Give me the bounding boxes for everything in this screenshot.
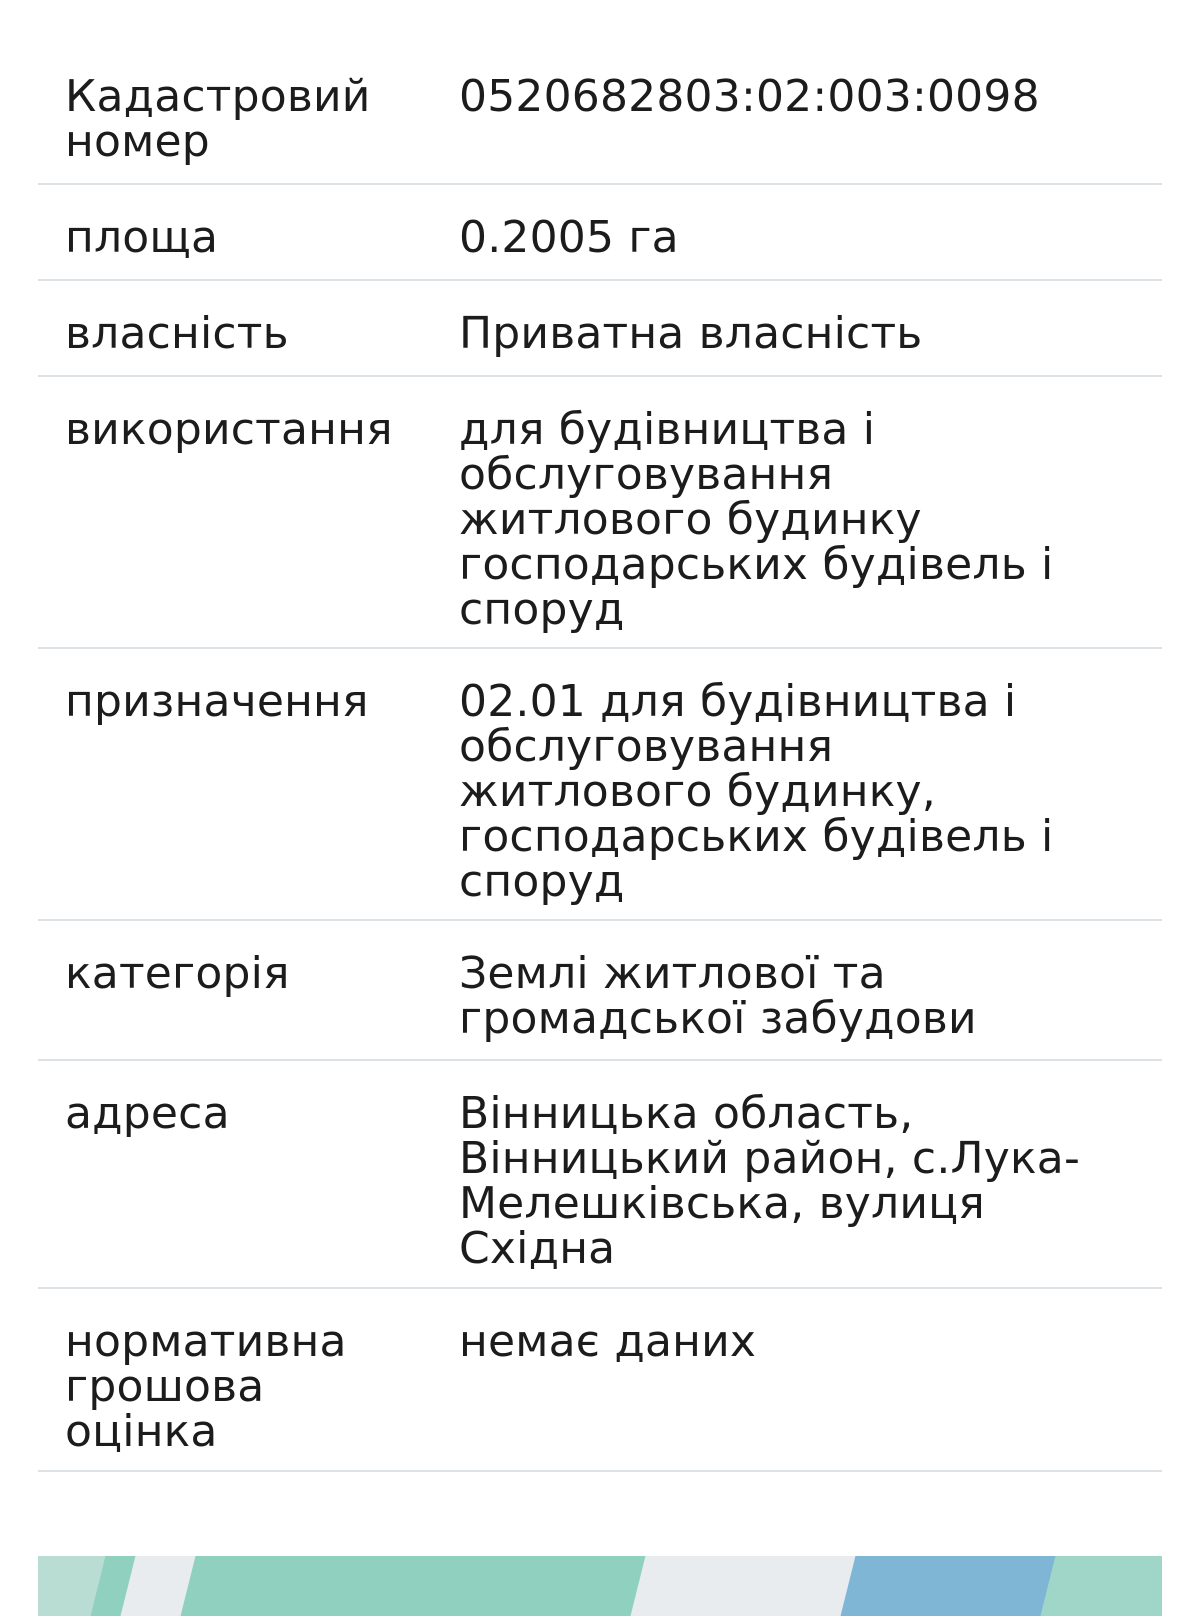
banner-stripe (1041, 1556, 1162, 1616)
banner-stripe (121, 1556, 196, 1616)
table-row-category (38, 921, 1162, 1061)
row-label: Кадастровий номер (65, 71, 371, 167)
row-label: категорія (65, 948, 290, 999)
table-row-area (38, 185, 1162, 281)
table-row-normative-valuation (38, 1289, 1162, 1472)
row-value: Приватна власність (459, 308, 923, 359)
banner-stripe (631, 1556, 866, 1616)
row-value: Вінницька область, Вінницький район, с.Лука- Мелешківська, вулиця Східна (459, 1088, 1081, 1274)
row-value: для будівництва і обслуговування житлового будинку господарських будівель і споруд (459, 404, 1054, 635)
row-value: 0.2005 га (459, 212, 679, 263)
row-label: площа (65, 212, 219, 263)
banner-stripe (841, 1556, 1056, 1616)
banner-stripe (206, 1556, 641, 1616)
row-label: призначення (65, 676, 369, 727)
row-value: 0520682803:02:003:0098 (459, 71, 1040, 122)
cadastral-info-table (38, 0, 1162, 1472)
table-row-usage (38, 377, 1162, 649)
row-value: Землі житлової та громадської забудови (459, 948, 977, 1044)
row-label: адреса (65, 1088, 230, 1139)
table-row-purpose (38, 649, 1162, 921)
decorative-banner (38, 1556, 1162, 1616)
row-label: використання (65, 404, 393, 455)
banner-stripe (38, 1556, 105, 1616)
row-value: 02.01 для будівництва і обслуговування житлового будинку, господарських будівель і споруд (459, 676, 1054, 907)
row-label: нормативна грошова оцінка (65, 1316, 347, 1457)
table-row-ownership (38, 281, 1162, 377)
table-row-address (38, 1061, 1162, 1289)
table-row-cadastral-number (38, 0, 1162, 185)
row-label: власність (65, 308, 289, 359)
row-value: немає даних (459, 1316, 757, 1367)
